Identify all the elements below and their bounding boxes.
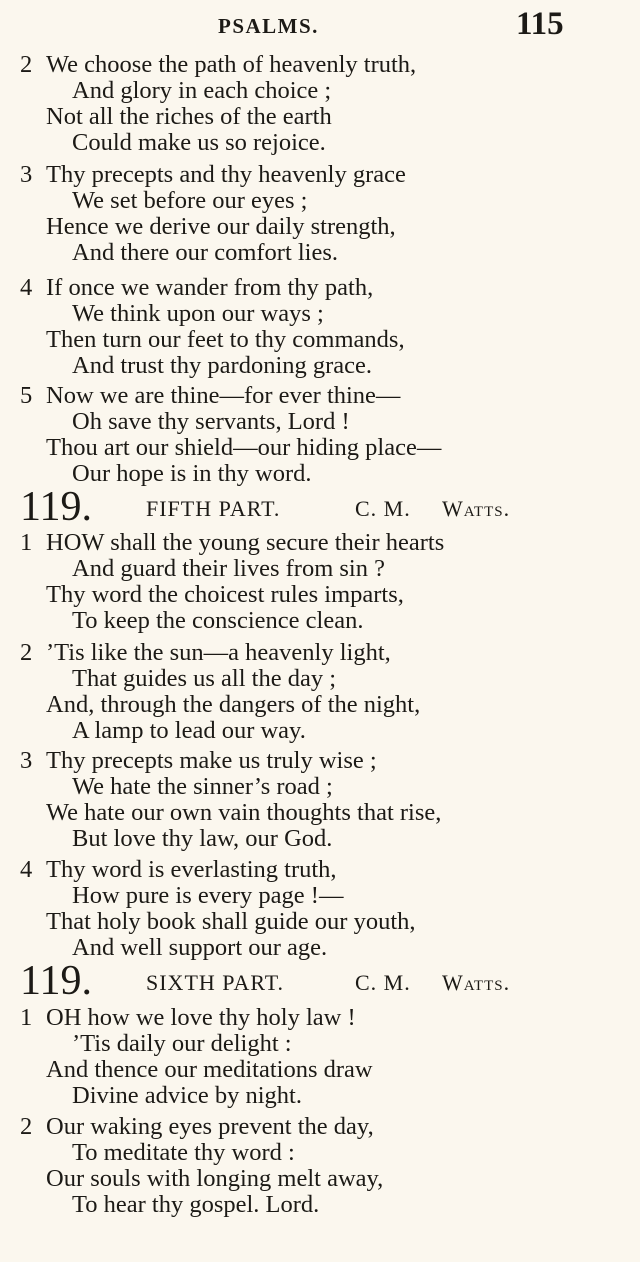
verse-line: And well support our age. (72, 934, 328, 961)
verse-line: Divine advice by night. (72, 1082, 302, 1109)
verse-line: But love thy law, our God. (72, 825, 333, 852)
verse-line: We hate our own vain thoughts that rise, (46, 799, 442, 826)
verse-line: OH how we love thy holy law ! (46, 1004, 356, 1031)
verse-line: And thence our meditations draw (46, 1056, 373, 1083)
verse-line: Our waking eyes prevent the day, (46, 1113, 374, 1140)
verse-line: How pure is every page !— (72, 882, 344, 909)
verse-line: And trust thy pardoning grace. (72, 352, 373, 379)
verse-line: That guides us all the day ; (72, 665, 336, 692)
hymn-heading (0, 484, 640, 532)
stanza-number: 4 (20, 274, 33, 301)
verse-line: We choose the path of heavenly truth, (46, 51, 417, 78)
hymn-author: Watts. (442, 496, 511, 521)
running-title: PSALMS. (218, 14, 319, 38)
stanza-number: 2 (20, 1113, 33, 1140)
verse-line: Our souls with longing melt away, (46, 1165, 384, 1192)
page-number: 115 (516, 6, 564, 42)
verse-line: We set before our eyes ; (72, 187, 308, 214)
verse-line: Hence we derive our daily strength, (46, 213, 396, 240)
stanza-number: 4 (20, 856, 33, 883)
verse-line: Thy word the choicest rules imparts, (46, 581, 404, 608)
verse-line: To meditate thy word : (72, 1139, 295, 1166)
verse-line: And, through the dangers of the night, (46, 691, 421, 718)
verse-line: Our hope is in thy word. (72, 460, 312, 487)
verse-line: We hate the sinner’s road ; (72, 773, 333, 800)
verse-line: Oh save thy servants, Lord ! (72, 408, 350, 435)
hymn-meter: C. M. (355, 496, 411, 521)
verse-line: Now we are thine—for ever thine— (46, 382, 401, 409)
verse-line: HOW shall the young secure their hearts (46, 529, 445, 556)
stanza-number: 5 (20, 382, 33, 409)
verse-line: And glory in each choice ; (72, 77, 332, 104)
hymn-meter: C. M. (355, 970, 411, 995)
verse-line: Then turn our feet to thy commands, (46, 326, 405, 353)
verse-line: Could make us so rejoice. (72, 129, 326, 156)
stanza-number: 3 (20, 747, 33, 774)
verse-line: ’Tis daily our delight : (72, 1030, 292, 1057)
stanza-number: 2 (20, 51, 33, 78)
verse-line: Thy word is everlasting truth, (46, 856, 337, 883)
verse-line: Thy precepts make us truly wise ; (46, 747, 377, 774)
verse-line: Thou art our shield—our hiding place— (46, 434, 442, 461)
stanza-number: 1 (20, 529, 33, 556)
stanza-number: 2 (20, 639, 33, 666)
verse-line: That holy book shall guide our youth, (46, 908, 416, 935)
hymn-author: Watts. (442, 970, 511, 995)
hymn-part: FIFTH PART. (146, 496, 281, 521)
verse-line: And guard their lives from sin ? (72, 555, 385, 582)
stanza-number: 3 (20, 161, 33, 188)
verse-line: Not all the riches of the earth (46, 103, 332, 130)
page-header (0, 4, 640, 40)
hymn-number: 119. (20, 484, 92, 530)
stanza-number: 1 (20, 1004, 33, 1031)
verse-line: Thy precepts and thy heavenly grace (46, 161, 406, 188)
verse-line: If once we wander from thy path, (46, 274, 374, 301)
verse-line: To hear thy gospel. Lord. (72, 1191, 320, 1218)
hymn-heading (0, 958, 640, 1006)
verse-line: A lamp to lead our way. (72, 717, 306, 744)
verse-line: ’Tis like the sun—a heavenly light, (46, 639, 391, 666)
verse-line: And there our comfort lies. (72, 239, 339, 266)
verse-line: We think upon our ways ; (72, 300, 324, 327)
hymn-part: SIXTH PART. (146, 970, 285, 995)
verse-line: To keep the conscience clean. (72, 607, 364, 634)
hymn-number: 119. (20, 958, 92, 1004)
